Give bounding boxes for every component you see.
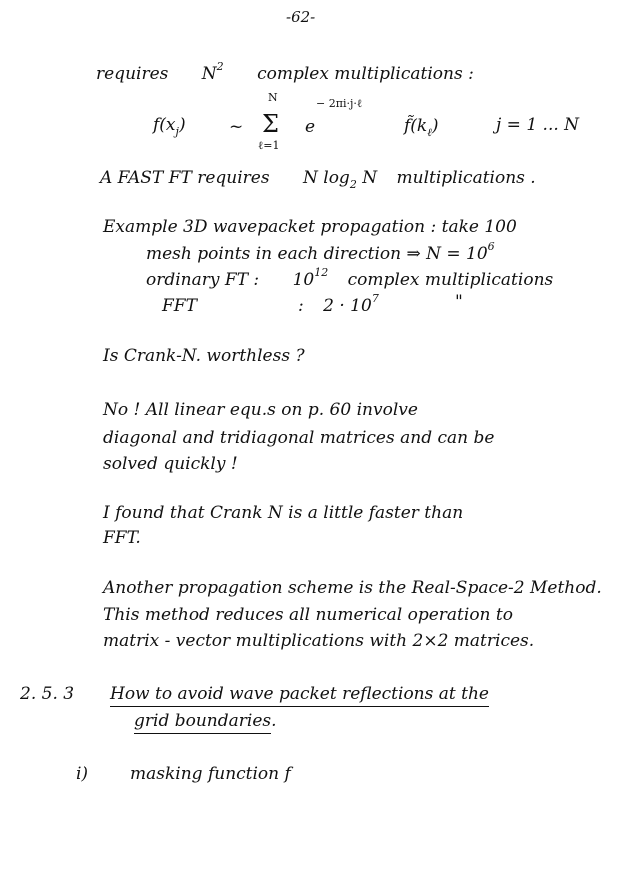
- section-title-end: .: [271, 711, 277, 731]
- intro-n-exp: 2: [216, 60, 224, 73]
- section-title-line1: [110, 686, 489, 703]
- example-line3-b: complex multiplications: [347, 270, 554, 290]
- example-line4-values: [298, 292, 379, 316]
- found-line1: I found that Crank N is a little faster than: [103, 503, 464, 523]
- fast-ft-n2: N: [362, 168, 378, 188]
- sum-tilde-f-text: f̃(k: [404, 116, 428, 136]
- sum-e: e: [305, 117, 316, 137]
- example-line3-exp: 12: [314, 266, 329, 279]
- section-title-line2-text: grid boundaries: [134, 711, 271, 734]
- fast-ft-line: [100, 168, 536, 191]
- example-line4-base: 2 · 10: [323, 296, 372, 316]
- fast-ft-nlog: N log: [302, 168, 350, 188]
- example-line2-exp: 6: [487, 240, 495, 253]
- another-line2: This method reduces all numerical operation to: [103, 605, 513, 625]
- question-line: Is Crank-N. worthless ?: [103, 346, 305, 366]
- sum-exponent: − 2πi·j·ℓ: [316, 97, 363, 110]
- sum-tilde-close: ): [431, 116, 439, 136]
- example-line3-a: ordinary FT :: [146, 270, 260, 290]
- fast-ft-text-b: multiplications .: [396, 168, 536, 188]
- sum-tilde-sub: ℓ: [427, 126, 432, 139]
- intro-n: N: [201, 64, 217, 84]
- page-number: -62-: [286, 8, 316, 26]
- sum-lhs: [153, 115, 186, 138]
- intro-requires: requires: [96, 64, 169, 84]
- sum-lower-limit: ℓ=1: [258, 139, 280, 152]
- example-line4-ffT: FFT: [162, 296, 197, 316]
- sum-lhs-f: f(x: [153, 115, 176, 135]
- found-line2: FFT.: [103, 528, 141, 548]
- example-line2-text: mesh points in each direction ⇒ N = 10: [146, 244, 488, 264]
- sum-j-range: j = 1 ... N: [496, 115, 580, 135]
- example-line3: [146, 266, 554, 290]
- fast-ft-log-sub: 2: [349, 178, 357, 191]
- another-line3: matrix - vector multiplications with 2×2 matrices.: [103, 631, 535, 651]
- intro-complex-mult: complex multiplications :: [257, 64, 474, 84]
- sum-lhs-close: ): [178, 115, 186, 135]
- sum-approx: ~: [229, 117, 244, 137]
- example-line4-exp: 7: [371, 292, 379, 305]
- example-line4-ditto: ": [455, 292, 463, 312]
- answer-line2: diagonal and tridiagonal matrices and can be: [103, 428, 495, 448]
- item-i-label: i): [76, 764, 89, 784]
- section-title-line2: [134, 713, 277, 730]
- section-title-line1-text: How to avoid wave packet reflections at the: [110, 684, 489, 707]
- section-number: 2. 5. 3: [20, 684, 75, 704]
- example-line3-base: 10: [292, 270, 315, 290]
- sum-tilde-f: [404, 116, 439, 139]
- sum-upper-limit: N: [268, 91, 278, 104]
- answer-line1: No ! All linear equ.s on p. 60 involve: [103, 400, 418, 420]
- example-line4-colon: :: [298, 296, 304, 316]
- sum-lhs-sub: j: [175, 125, 179, 138]
- intro-line: [96, 60, 474, 84]
- answer-line3: solved quickly !: [103, 454, 238, 474]
- example-line2: [146, 240, 495, 264]
- item-i-text: masking function f: [130, 764, 291, 784]
- sum-sigma: Σ: [262, 110, 279, 138]
- another-line1: Another propagation scheme is the Real-Space-2 Method.: [103, 578, 602, 598]
- example-line1: Example 3D wavepacket propagation : take 100: [103, 217, 517, 237]
- fast-ft-text-a: A FAST FT requires: [100, 168, 270, 188]
